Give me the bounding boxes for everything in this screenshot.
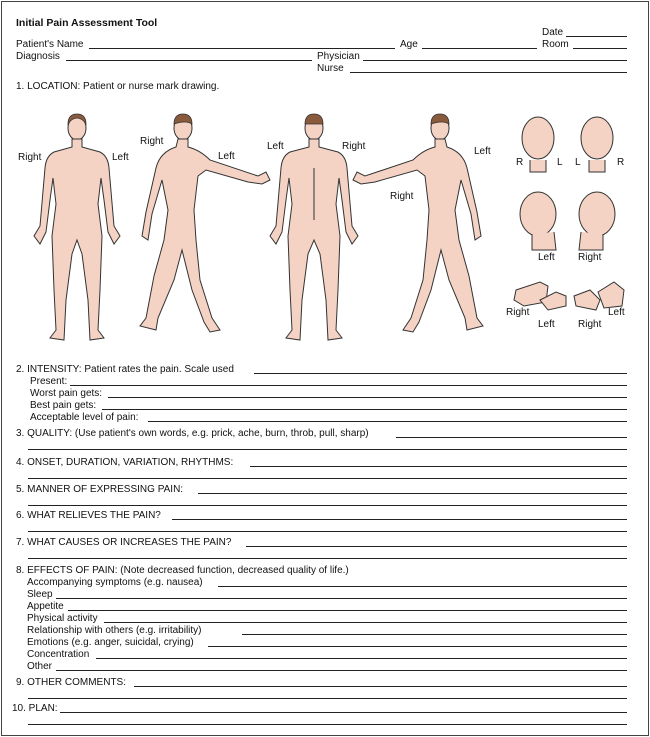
- emotions-label: Emotions (e.g. anger, suicidal, crying): [27, 637, 194, 648]
- location-heading: 1. LOCATION: Patient or nurse mark drawing.: [16, 81, 220, 92]
- quality-field-1[interactable]: [396, 437, 627, 438]
- present-field[interactable]: [70, 385, 627, 386]
- best-label: Best pain gets:: [30, 400, 97, 411]
- side1-right-label: Right: [140, 136, 164, 147]
- worst-field[interactable]: [108, 397, 627, 398]
- acceptable-label: Acceptable level of pain:: [30, 412, 139, 423]
- relationship-label: Relationship with others (e.g. irritability): [27, 625, 202, 636]
- head-right-profile: [579, 192, 615, 250]
- scale-field[interactable]: [254, 373, 627, 374]
- relationship-field[interactable]: [242, 634, 627, 635]
- other-label: Other: [27, 661, 53, 672]
- side2-right-label: Right: [390, 191, 414, 202]
- manner-field-1[interactable]: [198, 493, 627, 494]
- relieves-field-2[interactable]: [28, 531, 627, 532]
- plan-field-1[interactable]: [60, 712, 627, 713]
- relieves-heading: 6. WHAT RELIEVES THE PAIN?: [16, 510, 161, 521]
- date-label: Date: [542, 27, 564, 38]
- head-back-r-label: R: [617, 157, 625, 168]
- head-r-label: R: [516, 157, 524, 168]
- feet-left2-label: Left: [608, 307, 625, 318]
- head-back-l-label: L: [575, 157, 581, 168]
- feet-right2-label: Right: [578, 319, 602, 330]
- head-front-figure: [522, 117, 554, 172]
- onset-field-1[interactable]: [250, 466, 627, 467]
- physical-field[interactable]: [104, 622, 627, 623]
- present-label: Present:: [30, 376, 68, 387]
- back-right-label: Right: [342, 141, 366, 152]
- nurse-label: Nurse: [317, 63, 344, 74]
- accompanying-field[interactable]: [218, 586, 627, 587]
- sleep-label: Sleep: [27, 589, 53, 600]
- room-label: Room: [542, 39, 569, 50]
- diagnosis-label: Diagnosis: [16, 51, 60, 62]
- comments-field-2[interactable]: [28, 698, 627, 699]
- comments-field-1[interactable]: [134, 686, 627, 687]
- manner-field-2[interactable]: [28, 505, 627, 506]
- feet-right1-label: Right: [506, 307, 530, 318]
- age-label: Age: [400, 39, 418, 50]
- feet-figure-1: [514, 282, 566, 310]
- side-body-figure-left: [353, 116, 483, 332]
- causes-field-2[interactable]: [28, 558, 627, 559]
- causes-field-1[interactable]: [246, 546, 627, 547]
- feet-figure-2: [574, 282, 624, 310]
- plan-heading: 10. PLAN:: [12, 703, 58, 714]
- feet-left1-label: Left: [538, 319, 555, 330]
- quality-heading: 3. QUALITY: (Use patient's own words, e.g. prick, ache, burn, throb, pull, sharp): [16, 428, 369, 439]
- head-left-profile: [520, 192, 556, 250]
- head-left-label: Left: [538, 252, 555, 263]
- plan-field-2[interactable]: [28, 724, 627, 725]
- appetite-field[interactable]: [68, 610, 627, 611]
- worst-label: Worst pain gets:: [30, 388, 103, 399]
- emotions-field[interactable]: [208, 646, 627, 647]
- comments-heading: 9. OTHER COMMENTS:: [16, 677, 127, 688]
- intensity-heading: 2. INTENSITY: Patient rates the pain. Scale used: [16, 364, 234, 375]
- concentration-field[interactable]: [96, 658, 627, 659]
- accompanying-label: Accompanying symptoms (e.g. nausea): [27, 577, 203, 588]
- concentration-label: Concentration: [27, 649, 90, 660]
- relieves-field-1[interactable]: [172, 519, 627, 520]
- physical-label: Physical activity: [27, 613, 98, 624]
- acceptable-field[interactable]: [148, 421, 627, 422]
- head-l-label: L: [557, 157, 563, 168]
- manner-heading: 5. MANNER OF EXPRESSING PAIN:: [16, 484, 184, 495]
- front-body-figure: [34, 116, 120, 340]
- causes-heading: 7. WHAT CAUSES OR INCREASES THE PAIN?: [16, 537, 232, 548]
- head-back-figure: [581, 117, 613, 172]
- appetite-label: Appetite: [27, 601, 64, 612]
- quality-field-2[interactable]: [28, 449, 627, 450]
- front-right-label: Right: [18, 152, 42, 163]
- form-title: Initial Pain Assessment Tool: [16, 17, 158, 29]
- side-body-figure-right: [140, 116, 270, 332]
- back-left-label: Left: [267, 141, 284, 152]
- other-field[interactable]: [56, 670, 627, 671]
- side2-left-label: Left: [474, 146, 491, 157]
- side1-left-label: Left: [218, 151, 235, 162]
- patient-name-label: Patient's Name: [16, 39, 84, 50]
- effects-heading: 8. EFFECTS OF PAIN: (Note decreased function, decreased quality of life.): [16, 565, 349, 576]
- best-field[interactable]: [102, 409, 627, 410]
- body-diagram[interactable]: [0, 0, 650, 360]
- onset-field-2[interactable]: [28, 478, 627, 479]
- head-right-label: Right: [578, 252, 602, 263]
- onset-heading: 4. ONSET, DURATION, VARIATION, RHYTHMS:: [16, 457, 234, 468]
- sleep-field[interactable]: [56, 598, 627, 599]
- front-left-label: Left: [112, 152, 129, 163]
- physician-label: Physician: [317, 51, 360, 62]
